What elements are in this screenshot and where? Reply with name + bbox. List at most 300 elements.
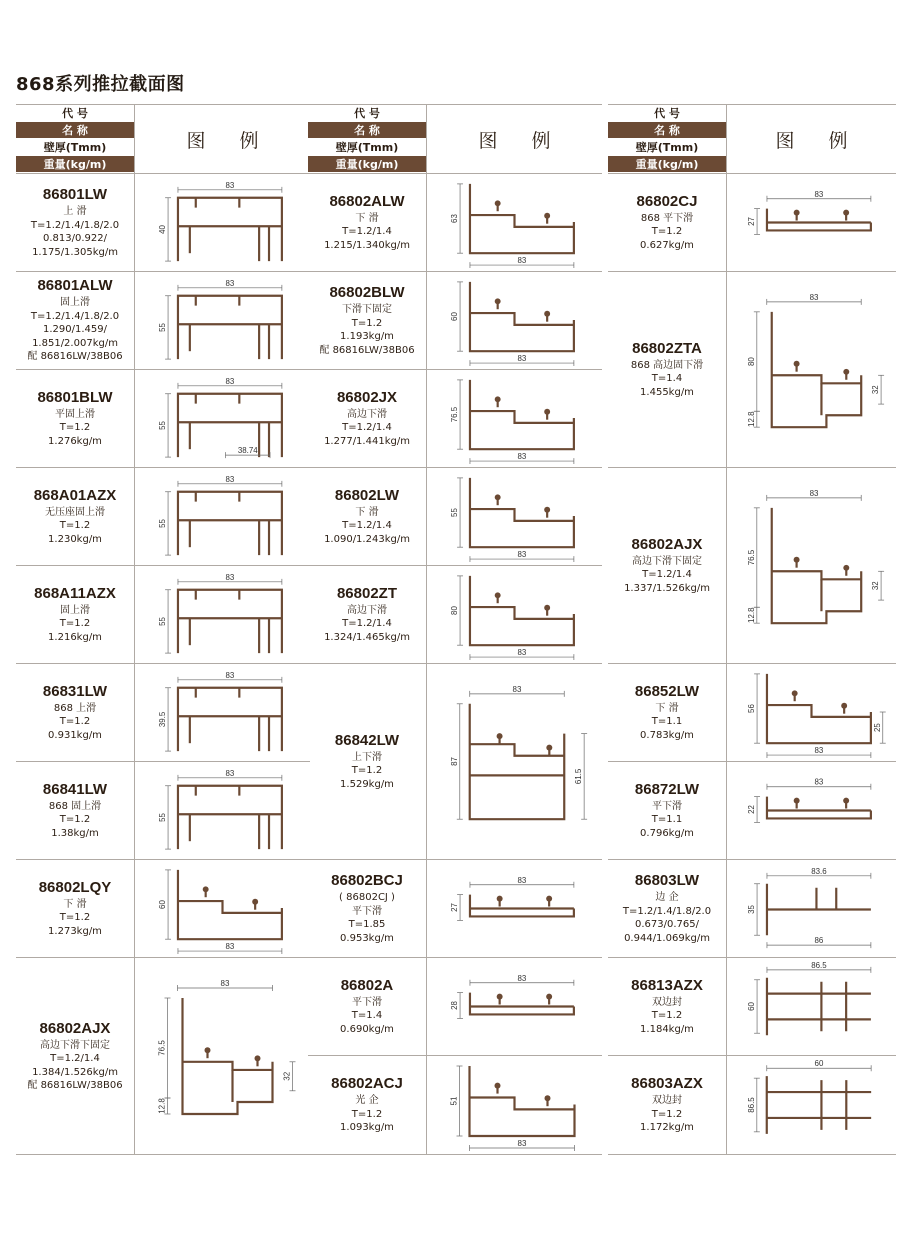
profile-code: 86802A: [340, 976, 394, 994]
profile-spec-line: 0.931kg/m: [48, 729, 102, 741]
width-dimension: [178, 279, 282, 291]
dimension-label: 27: [747, 217, 757, 226]
profile-row: [16, 468, 310, 566]
height-dimension: [158, 492, 171, 555]
profile-section-drawing: [134, 272, 310, 369]
profile-spec-line: T=1.2: [59, 520, 91, 532]
profile-spec-line: T=1.2: [59, 618, 91, 630]
profile-info: [308, 860, 426, 957]
profile-row: [608, 762, 896, 860]
profile-section-drawing: [726, 468, 896, 663]
column-header: [16, 105, 310, 174]
dimension-label: 27: [450, 903, 460, 912]
profile-info: [608, 958, 726, 1055]
header-name-label: 名 称: [16, 122, 134, 139]
profile-spec-line: T=1.85: [348, 919, 386, 930]
profile-spec-line: 双边封: [652, 1095, 682, 1107]
profile-section-drawing: [726, 272, 896, 467]
header-keys: [308, 105, 426, 173]
profile-info: [308, 468, 426, 565]
dimension-label: 55: [158, 421, 168, 430]
profile-svg: [727, 1056, 896, 1154]
dimension-label: 32: [871, 385, 881, 395]
profile-code: 86801LW: [42, 186, 108, 203]
profile-row: [308, 1056, 602, 1154]
height-dimension: [158, 1098, 171, 1114]
profile-spec-line: 上下滑: [352, 751, 382, 763]
height-dimension: [158, 870, 171, 939]
profile-spec-line: 0.796kg/m: [640, 827, 694, 839]
profile-section-drawing: [426, 860, 602, 957]
profile-spec-line: T=1.2/1.4: [342, 226, 392, 238]
profile-spec-line: T=1.2: [651, 226, 683, 238]
dimension-label: 83: [517, 452, 527, 462]
profile-row: [16, 762, 310, 860]
profile-svg: [135, 174, 310, 271]
profile-spec-line: 无压座固上滑: [45, 506, 105, 518]
profile-spec-line: 边 企: [655, 892, 679, 903]
profile-spec-line: 1.090/1.243kg/m: [324, 533, 410, 545]
width-dimension: [767, 778, 871, 790]
profile-section-drawing: [726, 958, 896, 1055]
profile-svg: [135, 860, 310, 957]
profile-spec-line: T=1.2: [351, 317, 383, 329]
profile-info: [308, 958, 426, 1055]
height-dimension: [450, 704, 463, 819]
profile-spec-line: 1.455kg/m: [640, 386, 694, 398]
width-dimension: [178, 671, 282, 683]
height-dimension: [747, 607, 760, 623]
height-dimension: [747, 508, 760, 607]
height-dimension: [158, 786, 171, 849]
profile-svg: [427, 272, 602, 369]
height-dimension: [747, 312, 760, 411]
profile-spec-line: T=1.2/1.4: [342, 520, 392, 532]
width-dimension: [178, 769, 282, 781]
profile-spec-line: 1.172kg/m: [640, 1122, 694, 1134]
profile-svg: [727, 664, 896, 761]
profile-spec-line: T=1.2/1.4: [642, 569, 692, 581]
profile-spec-line: 1.324/1.465kg/m: [324, 631, 410, 643]
profile-info: [608, 272, 726, 467]
column-header: [308, 105, 602, 174]
profile-section-drawing: [426, 958, 602, 1055]
profile-info: [16, 566, 134, 663]
height-dimension: [873, 712, 886, 743]
profile-spec-line: 1.216kg/m: [48, 631, 102, 643]
header-keys: [16, 105, 134, 173]
profile-spec-line: 下 滑: [355, 506, 379, 518]
width-dimension: [178, 181, 282, 193]
dimension-label: 60: [158, 900, 168, 909]
profile-info: [608, 1056, 726, 1154]
height-dimension: [450, 184, 463, 253]
profile-spec-line: 下 滑: [355, 212, 379, 224]
dimension-label: 83: [814, 189, 824, 199]
profile-spec-line: T=1.2/1.4/1.8/2.0: [30, 219, 120, 231]
profile-spec-line: T=1.2: [59, 814, 91, 826]
profile-spec-line: 1.276kg/m: [48, 435, 102, 447]
profile-spec-line: T=1.4: [651, 373, 683, 385]
header-figure-label: 图 例: [426, 105, 602, 173]
dimension-label: 83: [517, 1139, 527, 1148]
profile-section-drawing: [134, 958, 310, 1154]
profile-table-column-3: [608, 104, 896, 1155]
profile-spec-line: 1.230kg/m: [48, 533, 102, 545]
profile-spec-line: 下 滑: [63, 898, 87, 910]
height-dimension: [871, 571, 884, 600]
profile-spec-line: 1.290/1.459/: [43, 324, 107, 336]
profile-section-drawing: [134, 762, 310, 859]
profile-code: 86802BCJ: [331, 872, 403, 889]
dimension-label: 83: [517, 256, 527, 266]
profile-svg: [135, 370, 310, 467]
dimension-label: 83: [517, 648, 527, 658]
profile-row: [308, 174, 602, 272]
width-dimension: [470, 256, 574, 268]
profile-row: [308, 370, 602, 468]
profile-spec-line: 0.627kg/m: [640, 239, 694, 251]
dimension-label: 83: [814, 746, 824, 756]
dimension-label: 28: [450, 1001, 460, 1010]
profile-svg: [135, 958, 310, 1154]
header-keys: [608, 105, 726, 173]
dimension-label: 12.8: [746, 607, 756, 623]
profile-spec-line: ( 86802CJ ): [339, 892, 395, 903]
header-code-label: 代 号: [16, 105, 134, 122]
profile-section-drawing: [726, 664, 896, 761]
profile-spec-line: 配 86816LW/38B06: [27, 1080, 123, 1091]
dimension-label: 55: [158, 617, 168, 626]
profile-spec-line: 868 高边固下滑: [630, 359, 704, 371]
width-dimension: [178, 475, 282, 487]
dimension-label: 86: [814, 936, 824, 946]
dimension-label: 83: [225, 572, 235, 582]
dimension-label: 83: [809, 292, 819, 302]
profile-row: [16, 566, 310, 664]
header-weight-label: 重量(kg/m): [16, 156, 134, 173]
profile-info: [308, 174, 426, 271]
dimension-label: 86.5: [746, 1097, 756, 1113]
dimension-label: 83: [225, 278, 235, 288]
profile-code: 86803LW: [634, 872, 700, 889]
profile-code: 86842LW: [334, 731, 400, 749]
profile-info: [16, 272, 134, 369]
profile-spec-line: 下 滑: [655, 702, 679, 714]
profile-row: [608, 174, 896, 272]
profile-spec-line: 0.944/1.069kg/m: [624, 932, 710, 944]
dimension-label: 76.5: [157, 1040, 167, 1056]
profile-row: [308, 468, 602, 566]
profile-spec-line: T=1.2: [651, 1108, 683, 1120]
profile-row: [308, 958, 602, 1056]
profile-info: [308, 664, 426, 859]
dimension-label: 25: [872, 723, 882, 732]
width-dimension: [178, 377, 282, 389]
profile-spec-line: T=1.2: [59, 716, 91, 728]
profile-svg: [427, 860, 602, 957]
width-dimension: [470, 452, 574, 464]
height-dimension: [574, 734, 587, 820]
profile-section-drawing: [426, 370, 602, 467]
height-dimension: [283, 1062, 296, 1091]
profile-spec-line: 1.277/1.441kg/m: [324, 435, 410, 447]
header-weight-label: 重量(kg/m): [608, 156, 726, 173]
profile-svg: [727, 468, 896, 663]
dimension-label: 51: [449, 1096, 459, 1106]
width-dimension: [470, 648, 574, 660]
dimension-label: 38.74: [237, 446, 258, 456]
profile-code: 86802ACJ: [331, 1075, 403, 1093]
profile-section-drawing: [426, 272, 602, 369]
profile-spec-line: 1.184kg/m: [640, 1023, 694, 1035]
profile-info: [608, 174, 726, 271]
profile-svg: [727, 958, 896, 1055]
profile-svg: [427, 370, 602, 467]
profile-code: 86802ALW: [329, 192, 405, 210]
profile-section-drawing: [726, 860, 896, 957]
profile-spec-line: 固上滑: [60, 604, 90, 616]
profile-row: [16, 272, 310, 370]
dimension-label: 83: [517, 354, 527, 364]
profile-code: 86802ZTA: [632, 339, 702, 357]
profile-info: [16, 860, 134, 957]
profile-spec-line: T=1.2: [59, 912, 91, 924]
width-dimension: [470, 974, 574, 986]
profile-code: 86802JX: [336, 388, 398, 406]
profile-row: [608, 468, 896, 664]
page-title: 868系列推拉截面图: [16, 74, 185, 95]
dimension-label: 39.5: [158, 711, 168, 728]
header-name-label: 名 称: [308, 122, 426, 139]
height-dimension: [747, 674, 760, 743]
height-dimension: [450, 576, 463, 645]
profile-row: [308, 272, 602, 370]
profile-row: [308, 664, 602, 860]
profile-row: [16, 174, 310, 272]
dimension-label: 60: [450, 312, 460, 321]
profile-spec-line: T=1.1: [651, 716, 683, 728]
profile-section-drawing: [726, 1056, 896, 1154]
height-dimension: [450, 478, 463, 547]
profile-spec-line: 配 86816LW/38B06: [319, 344, 415, 356]
profile-section-drawing: [726, 174, 896, 271]
profile-info: [308, 566, 426, 663]
profile-spec-line: 1.215/1.340kg/m: [324, 239, 410, 251]
width-dimension: [767, 867, 871, 879]
dimension-label: 56: [747, 704, 757, 713]
width-dimension: [767, 936, 871, 948]
profile-spec-line: 平下滑: [352, 996, 382, 1008]
dimension-label: 83: [517, 875, 527, 885]
header-weight-label: 重量(kg/m): [308, 156, 426, 173]
dimension-label: 83: [517, 550, 527, 560]
height-dimension: [450, 993, 463, 1019]
height-dimension: [450, 282, 463, 351]
profile-row: [16, 370, 310, 468]
profile-info: [308, 1056, 426, 1154]
dimension-label: 86.5: [811, 960, 827, 970]
profile-spec-line: T=1.2: [651, 1010, 683, 1022]
profile-code: 868A11AZX: [34, 584, 116, 602]
profile-info: [308, 370, 426, 467]
profile-info: [608, 762, 726, 859]
profile-spec-line: 0.690kg/m: [340, 1023, 394, 1035]
height-dimension: [747, 209, 760, 235]
profile-info: [608, 860, 726, 957]
profile-table-column-1: [16, 104, 310, 1155]
header-name-label: 名 称: [608, 122, 726, 139]
profile-spec-line: 平固上滑: [55, 408, 95, 420]
profile-spec-line: 1.384/1.526kg/m: [32, 1066, 118, 1078]
header-thickness-label: 壁厚(Tmm): [608, 139, 726, 156]
profile-code: 86801ALW: [37, 277, 113, 295]
profile-spec-line: 1.093kg/m: [340, 1122, 394, 1134]
height-dimension: [871, 375, 884, 404]
dimension-label: 61.5: [574, 768, 584, 785]
profile-spec-line: 高边下滑: [347, 604, 387, 616]
profile-spec-line: 1.273kg/m: [48, 925, 102, 937]
profile-svg: [135, 762, 310, 859]
profile-section-drawing: [726, 762, 896, 859]
dimension-label: 83: [517, 973, 527, 983]
dimension-label: 83: [225, 670, 235, 680]
dimension-label: 76.5: [746, 549, 756, 566]
profile-info: [308, 272, 426, 369]
width-dimension: [767, 1059, 871, 1071]
height-dimension: [747, 411, 760, 427]
profile-spec-line: 高边下滑: [347, 408, 387, 420]
profile-row: [608, 664, 896, 762]
dimension-label: 60: [814, 1059, 824, 1069]
profile-section-drawing: [134, 860, 310, 957]
profile-spec-line: 0.813/0.922/: [43, 233, 107, 244]
profile-code: 86813AZX: [631, 976, 703, 994]
profile-code: 86803AZX: [631, 1075, 703, 1093]
dimension-label: 32: [871, 581, 881, 591]
height-dimension: [450, 380, 463, 449]
profile-svg: [727, 272, 896, 467]
height-dimension: [450, 1066, 463, 1136]
profile-spec-line: 双边封: [652, 996, 682, 1008]
profile-code: 86841LW: [42, 780, 108, 798]
width-dimension: [178, 942, 282, 954]
width-dimension: [178, 573, 282, 585]
profile-spec-line: 1.851/2.007kg/m: [32, 337, 118, 349]
profile-spec-line: 上 滑: [63, 206, 87, 217]
dimension-label: 35: [747, 905, 757, 914]
profile-info: [16, 370, 134, 467]
dimension-label: 12.8: [157, 1098, 167, 1114]
profile-info: [16, 664, 134, 761]
height-dimension: [158, 198, 171, 261]
width-dimension: [470, 685, 565, 697]
dimension-label: 83: [225, 942, 235, 952]
profile-spec-line: 0.783kg/m: [640, 729, 694, 741]
profile-spec-line: 1.193kg/m: [340, 331, 394, 342]
dimension-label: 32: [282, 1071, 292, 1081]
width-dimension: [470, 1139, 575, 1151]
column-header: [608, 105, 896, 174]
height-dimension: [450, 895, 463, 921]
profile-spec-line: T=1.2/1.4/1.8/2.0: [622, 905, 712, 917]
width-dimension: [767, 746, 871, 758]
profile-section-drawing: [134, 468, 310, 565]
profile-row: [16, 958, 310, 1154]
header-code-label: 代 号: [608, 105, 726, 122]
profile-svg: [427, 566, 602, 663]
profile-spec-line: 固上滑: [60, 297, 90, 309]
dimension-label: 83: [225, 474, 235, 484]
profile-info: [16, 958, 134, 1154]
profile-section-drawing: [426, 468, 602, 565]
profile-spec-line: 868 上滑: [53, 702, 97, 714]
height-dimension: [747, 1078, 760, 1132]
width-dimension: [470, 876, 574, 888]
width-dimension: [470, 550, 574, 562]
profile-row: [608, 860, 896, 958]
width-dimension: [225, 446, 270, 458]
dimension-label: 83: [225, 376, 235, 386]
header-figure-label: 图 例: [134, 105, 310, 173]
profile-section-drawing: [426, 174, 602, 271]
profile-row: [16, 860, 310, 958]
profile-spec-line: T=1.2: [351, 1108, 383, 1120]
profile-code: 86801BLW: [37, 388, 113, 406]
profile-svg: [135, 272, 310, 369]
dimension-label: 80: [450, 606, 460, 615]
profile-info: [16, 762, 134, 859]
profile-info: [16, 174, 134, 271]
dimension-label: 83: [814, 777, 824, 787]
width-dimension: [767, 293, 861, 305]
profile-spec-line: 1.337/1.526kg/m: [624, 582, 710, 594]
profile-svg: [727, 762, 896, 859]
dimension-label: 40: [158, 225, 168, 234]
profile-spec-line: 1.529kg/m: [340, 778, 394, 790]
dimension-label: 22: [747, 805, 757, 814]
profile-spec-line: T=1.2: [351, 765, 383, 777]
profile-spec-line: T=1.2/1.4: [50, 1053, 100, 1064]
dimension-label: 83: [220, 979, 230, 988]
profile-info: [608, 664, 726, 761]
profile-svg: [427, 468, 602, 565]
width-dimension: [767, 190, 871, 202]
profile-code: 86802CJ: [636, 192, 698, 210]
profile-section-drawing: [134, 370, 310, 467]
profile-section-drawing: [426, 1056, 602, 1154]
height-dimension: [158, 590, 171, 653]
dimension-label: 83: [225, 180, 235, 190]
profile-spec-line: T=1.4: [351, 1010, 383, 1022]
profile-spec-line: 1.175/1.305kg/m: [32, 246, 118, 258]
profile-section-drawing: [134, 566, 310, 663]
profile-info: [608, 468, 726, 663]
profile-spec-line: 0.953kg/m: [340, 932, 394, 944]
profile-code: 86802AJX: [39, 1019, 111, 1037]
header-thickness-label: 壁厚(Tmm): [308, 139, 426, 156]
profile-svg: [727, 860, 896, 957]
profile-section-drawing: [134, 664, 310, 761]
profile-svg: [135, 468, 310, 565]
profile-spec-line: T=1.2/1.4/1.8/2.0: [30, 310, 120, 322]
profile-info: [16, 468, 134, 565]
dimension-label: 55: [158, 323, 168, 332]
dimension-label: 76.5: [450, 406, 460, 423]
header-figure-label: 图 例: [726, 105, 896, 173]
profile-spec-line: T=1.2: [59, 422, 91, 434]
dimension-label: 83: [512, 684, 522, 694]
